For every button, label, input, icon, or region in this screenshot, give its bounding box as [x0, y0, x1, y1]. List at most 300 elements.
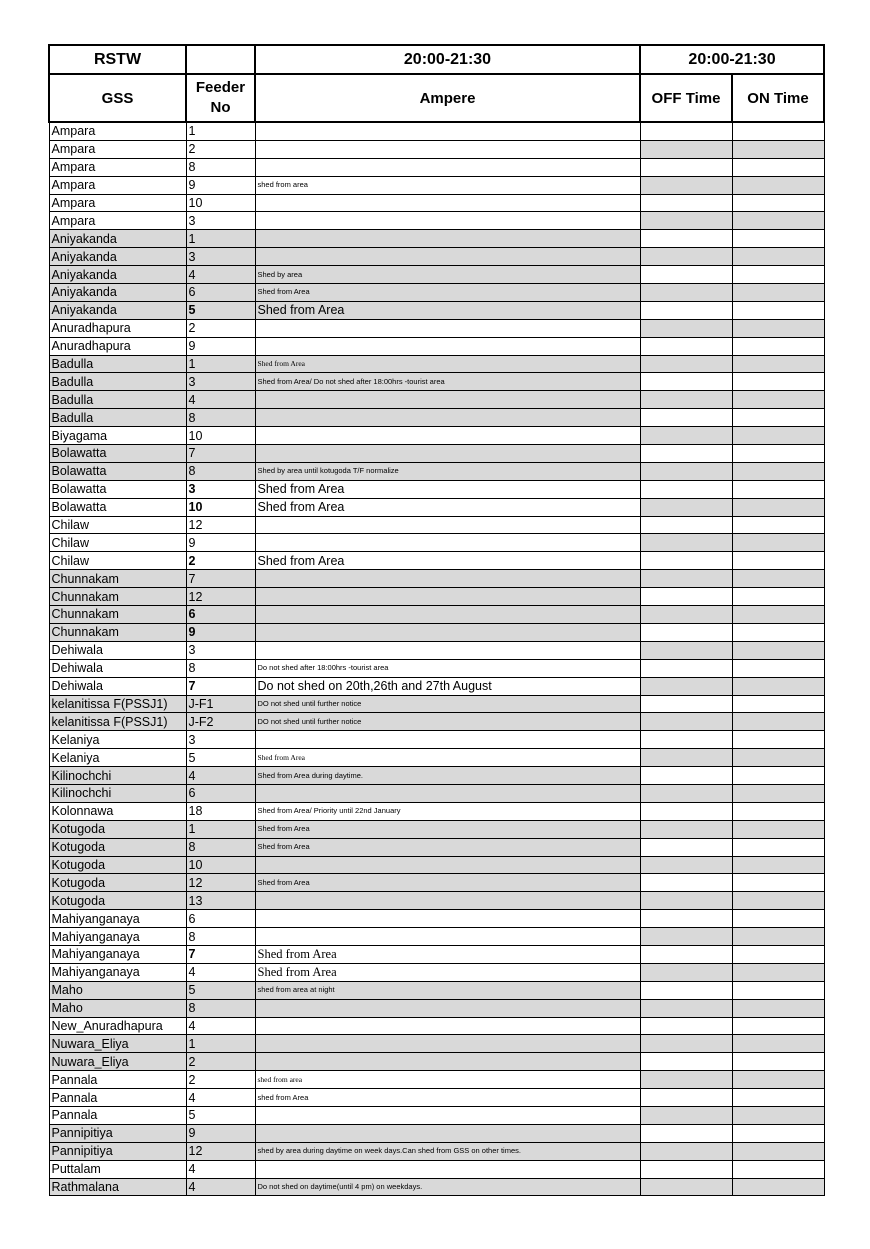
on-time-cell — [732, 301, 824, 319]
table-row — [49, 784, 824, 802]
gss-cell: Pannala — [49, 1106, 186, 1124]
off-time-cell — [640, 140, 732, 158]
on-time-cell — [732, 767, 824, 785]
table-row — [49, 552, 824, 570]
off-time-cell — [640, 230, 732, 248]
ampere-note-cell: DO not shed until further notice — [255, 713, 640, 731]
ampere-note-cell — [255, 623, 640, 641]
on-time-cell — [732, 713, 824, 731]
off-time-cell — [640, 892, 732, 910]
gss-cell: Pannala — [49, 1089, 186, 1107]
ampere-note-cell — [255, 1106, 640, 1124]
ampere-note-cell — [255, 892, 640, 910]
on-time-cell — [732, 856, 824, 874]
table-row — [49, 230, 824, 248]
ampere-note-cell: Do not shed on daytime(until 4 pm) on weekdays. — [255, 1178, 640, 1196]
feeder-cell: 4 — [186, 1160, 255, 1178]
gss-cell: Nuwara_Eliya — [49, 1035, 186, 1053]
gss-cell: kelanitissa F(PSSJ1) — [49, 695, 186, 713]
feeder-cell: 7 — [186, 945, 255, 963]
gss-cell: Aniyakanda — [49, 248, 186, 266]
ampere-note-cell — [255, 409, 640, 427]
gss-cell: Ampara — [49, 158, 186, 176]
table-row — [49, 248, 824, 266]
feeder-cell: 2 — [186, 319, 255, 337]
table-row — [49, 749, 824, 767]
ampere-note-cell: Shed from Area — [255, 301, 640, 319]
on-time-cell — [732, 1124, 824, 1142]
off-time-cell — [640, 588, 732, 606]
off-time-cell — [640, 516, 732, 534]
gss-cell: Aniyakanda — [49, 301, 186, 319]
ampere-header: Ampere — [255, 74, 640, 122]
gss-cell: Kotugoda — [49, 820, 186, 838]
on-time-cell — [732, 1142, 824, 1160]
off-time-cell — [640, 784, 732, 802]
ampere-note-cell — [255, 534, 640, 552]
feeder-cell: 3 — [186, 248, 255, 266]
ampere-note-cell: shed from area — [255, 1071, 640, 1089]
gss-cell: Maho — [49, 981, 186, 999]
ampere-note-cell: Shed from Area/ Do not shed after 18:00hrs -tourist area — [255, 373, 640, 391]
table-row — [49, 945, 824, 963]
on-time-cell — [732, 1106, 824, 1124]
table-row — [49, 319, 824, 337]
feeder-cell: 4 — [186, 767, 255, 785]
gss-cell: Kelaniya — [49, 749, 186, 767]
feeder-cell: 3 — [186, 212, 255, 230]
table-row — [49, 176, 824, 194]
off-time-cell — [640, 802, 732, 820]
off-time-cell — [640, 498, 732, 516]
ampere-note-cell: Shed from Area during daytime. — [255, 767, 640, 785]
gss-cell: Kilinochchi — [49, 767, 186, 785]
feeder-cell: 9 — [186, 176, 255, 194]
gss-cell: Ampara — [49, 140, 186, 158]
on-time-cell — [732, 480, 824, 498]
on-time-cell — [732, 158, 824, 176]
on-time-cell — [732, 928, 824, 946]
feeder-cell: 5 — [186, 749, 255, 767]
gss-cell: New_Anuradhapura — [49, 1017, 186, 1035]
table-row — [49, 588, 824, 606]
on-time-cell — [732, 355, 824, 373]
off-time-cell — [640, 677, 732, 695]
table-row — [49, 266, 824, 284]
off-time-cell — [640, 1124, 732, 1142]
feeder-cell: 3 — [186, 480, 255, 498]
feeder-cell: 2 — [186, 1053, 255, 1071]
off-time-cell — [640, 749, 732, 767]
feeder-cell: 2 — [186, 552, 255, 570]
gss-cell: Anuradhapura — [49, 337, 186, 355]
gss-cell: Aniyakanda — [49, 230, 186, 248]
feeder-cell: 4 — [186, 1178, 255, 1196]
on-time-cell — [732, 945, 824, 963]
feeder-cell: 9 — [186, 337, 255, 355]
off-time-cell — [640, 462, 732, 480]
gss-cell: Pannala — [49, 1071, 186, 1089]
feeder-cell: 2 — [186, 140, 255, 158]
table-row — [49, 928, 824, 946]
off-time-cell — [640, 570, 732, 588]
on-time-cell — [732, 373, 824, 391]
ampere-note-cell: Shed from Area — [255, 552, 640, 570]
feeder-cell: 4 — [186, 266, 255, 284]
gss-cell: Bolawatta — [49, 462, 186, 480]
feeder-cell: 5 — [186, 1106, 255, 1124]
feeder-cell: 1 — [186, 122, 255, 140]
table-row — [49, 534, 824, 552]
ampere-note-cell — [255, 910, 640, 928]
feeder-cell: 1 — [186, 230, 255, 248]
gss-cell: Chunnakam — [49, 623, 186, 641]
on-time-cell — [732, 194, 824, 212]
off-time-cell — [640, 1071, 732, 1089]
gss-cell: Bolawatta — [49, 445, 186, 463]
table-row — [49, 802, 824, 820]
feeder-cell: 8 — [186, 409, 255, 427]
gss-cell: Dehiwala — [49, 659, 186, 677]
on-time-cell — [732, 749, 824, 767]
ampere-note-cell — [255, 445, 640, 463]
table-row — [49, 140, 824, 158]
table-row — [49, 1017, 824, 1035]
table-row — [49, 391, 824, 409]
feeder-cell: 3 — [186, 373, 255, 391]
off-time-cell — [640, 427, 732, 445]
gss-cell: Bolawatta — [49, 480, 186, 498]
on-time-cell — [732, 1017, 824, 1035]
gss-cell: Kolonnawa — [49, 802, 186, 820]
off-time-cell — [640, 284, 732, 302]
off-time-cell — [640, 373, 732, 391]
feeder-cell: 8 — [186, 838, 255, 856]
on-time-cell — [732, 570, 824, 588]
feeder-cell: 12 — [186, 588, 255, 606]
gss-cell: Biyagama — [49, 427, 186, 445]
off-time-cell — [640, 999, 732, 1017]
header-row-columns — [49, 74, 824, 122]
off-time-cell — [640, 122, 732, 140]
table-row — [49, 570, 824, 588]
ampere-note-cell — [255, 928, 640, 946]
on-time-cell — [732, 641, 824, 659]
gss-cell: Rathmalana — [49, 1178, 186, 1196]
off-time-cell — [640, 659, 732, 677]
on-time-cell — [732, 838, 824, 856]
on-time-header: ON Time — [732, 74, 824, 122]
on-time-cell — [732, 534, 824, 552]
feeder-cell: 8 — [186, 928, 255, 946]
feeder-cell: 13 — [186, 892, 255, 910]
on-time-cell — [732, 266, 824, 284]
feeder-cell: 10 — [186, 856, 255, 874]
gss-cell: Ampara — [49, 122, 186, 140]
table-row — [49, 1124, 824, 1142]
gss-cell: kelanitissa F(PSSJ1) — [49, 713, 186, 731]
feeder-cell: 9 — [186, 534, 255, 552]
on-time-cell — [732, 784, 824, 802]
on-time-cell — [732, 999, 824, 1017]
ampere-note-cell: shed from Area — [255, 1089, 640, 1107]
feeder-cell: 12 — [186, 516, 255, 534]
ampere-note-cell — [255, 122, 640, 140]
time-window-header-2: 20:00-21:30 — [640, 45, 824, 74]
on-time-cell — [732, 981, 824, 999]
feeder-cell: 4 — [186, 391, 255, 409]
gss-cell: Puttalam — [49, 1160, 186, 1178]
table-row — [49, 820, 824, 838]
gss-cell: Aniyakanda — [49, 284, 186, 302]
ampere-note-cell: Do not shed on 20th,26th and 27th August — [255, 677, 640, 695]
off-time-cell — [640, 731, 732, 749]
ampere-note-cell — [255, 337, 640, 355]
feeder-cell: 10 — [186, 498, 255, 516]
table-row — [49, 659, 824, 677]
off-time-cell — [640, 838, 732, 856]
rstw-header: RSTW — [49, 45, 186, 74]
on-time-cell — [732, 588, 824, 606]
ampere-note-cell: Shed from Area — [255, 874, 640, 892]
table-row — [49, 122, 824, 140]
table-row — [49, 981, 824, 999]
ampere-note-cell: Shed from Area — [255, 820, 640, 838]
on-time-cell — [732, 1035, 824, 1053]
table-row — [49, 641, 824, 659]
feeder-cell: 4 — [186, 1017, 255, 1035]
ampere-note-cell: Shed from Area — [255, 480, 640, 498]
on-time-cell — [732, 248, 824, 266]
gss-cell: Ampara — [49, 176, 186, 194]
on-time-cell — [732, 427, 824, 445]
feeder-cell: 1 — [186, 355, 255, 373]
off-time-cell — [640, 355, 732, 373]
feeder-cell: 9 — [186, 1124, 255, 1142]
feeder-cell: 7 — [186, 445, 255, 463]
on-time-cell — [732, 1053, 824, 1071]
ampere-note-cell — [255, 856, 640, 874]
table-row — [49, 731, 824, 749]
gss-cell: Badulla — [49, 409, 186, 427]
off-time-cell — [640, 480, 732, 498]
table-row — [49, 194, 824, 212]
off-time-cell — [640, 319, 732, 337]
feeder-cell: 8 — [186, 999, 255, 1017]
off-time-cell — [640, 623, 732, 641]
ampere-note-cell — [255, 570, 640, 588]
gss-cell: Kilinochchi — [49, 784, 186, 802]
table-row — [49, 158, 824, 176]
on-time-cell — [732, 230, 824, 248]
table-row — [49, 1089, 824, 1107]
table-row — [49, 498, 824, 516]
feeder-cell: 8 — [186, 158, 255, 176]
feeder-cell: 5 — [186, 981, 255, 999]
off-time-cell — [640, 301, 732, 319]
feeder-cell: 5 — [186, 301, 255, 319]
table-row — [49, 480, 824, 498]
table-row — [49, 427, 824, 445]
off-time-cell — [640, 266, 732, 284]
off-time-cell — [640, 445, 732, 463]
off-time-cell — [640, 910, 732, 928]
off-time-cell — [640, 820, 732, 838]
off-time-cell — [640, 158, 732, 176]
off-time-cell — [640, 945, 732, 963]
gss-cell: Pannipitiya — [49, 1124, 186, 1142]
ampere-note-cell — [255, 516, 640, 534]
on-time-cell — [732, 874, 824, 892]
off-time-cell — [640, 1053, 732, 1071]
ampere-note-cell: Shed by area until kotugoda T/F normalize — [255, 462, 640, 480]
feeder-cell: 6 — [186, 606, 255, 624]
gss-cell: Chilaw — [49, 534, 186, 552]
off-time-cell — [640, 176, 732, 194]
blank-header — [186, 45, 255, 74]
table-row — [49, 623, 824, 641]
gss-cell: Ampara — [49, 194, 186, 212]
table-row — [49, 1106, 824, 1124]
on-time-cell — [732, 391, 824, 409]
table-row — [49, 516, 824, 534]
ampere-note-cell: Shed from Area — [255, 749, 640, 767]
on-time-cell — [732, 284, 824, 302]
gss-cell: Chunnakam — [49, 588, 186, 606]
ampere-note-cell — [255, 140, 640, 158]
feeder-cell: 9 — [186, 623, 255, 641]
on-time-cell — [732, 140, 824, 158]
gss-cell: Mahiyanganaya — [49, 910, 186, 928]
ampere-note-cell: Shed from Area — [255, 963, 640, 981]
table-row — [49, 212, 824, 230]
table-row — [49, 695, 824, 713]
off-time-cell — [640, 409, 732, 427]
ampere-note-cell — [255, 1160, 640, 1178]
gss-cell: Anuradhapura — [49, 319, 186, 337]
gss-cell: Chilaw — [49, 552, 186, 570]
ampere-note-cell — [255, 999, 640, 1017]
gss-cell: Mahiyanganaya — [49, 928, 186, 946]
feeder-cell: 6 — [186, 284, 255, 302]
gss-cell: Maho — [49, 999, 186, 1017]
off-time-cell — [640, 1017, 732, 1035]
ampere-note-cell: Shed from Area — [255, 838, 640, 856]
table-row — [49, 874, 824, 892]
table-row — [49, 838, 824, 856]
feeder-cell: 3 — [186, 641, 255, 659]
on-time-cell — [732, 1178, 824, 1196]
time-window-header: 20:00-21:30 — [255, 45, 640, 74]
feeder-cell: 8 — [186, 659, 255, 677]
off-time-header: OFF Time — [640, 74, 732, 122]
table-row — [49, 606, 824, 624]
feeder-cell: 12 — [186, 874, 255, 892]
gss-cell: Mahiyanganaya — [49, 945, 186, 963]
on-time-cell — [732, 963, 824, 981]
table-row — [49, 355, 824, 373]
on-time-cell — [732, 892, 824, 910]
gss-cell: Bolawatta — [49, 498, 186, 516]
ampere-note-cell — [255, 606, 640, 624]
feeder-cell: 10 — [186, 194, 255, 212]
on-time-cell — [732, 910, 824, 928]
gss-cell: Kotugoda — [49, 856, 186, 874]
feeder-cell: 18 — [186, 802, 255, 820]
ampere-note-cell — [255, 427, 640, 445]
on-time-cell — [732, 122, 824, 140]
gss-cell: Badulla — [49, 373, 186, 391]
load-shedding-table — [48, 44, 825, 1196]
feeder-cell: 6 — [186, 910, 255, 928]
off-time-cell — [640, 963, 732, 981]
gss-cell: Pannipitiya — [49, 1142, 186, 1160]
table-row — [49, 1178, 824, 1196]
on-time-cell — [732, 337, 824, 355]
table-row — [49, 892, 824, 910]
ampere-note-cell — [255, 784, 640, 802]
off-time-cell — [640, 1142, 732, 1160]
table-row — [49, 1035, 824, 1053]
feeder-cell: 6 — [186, 784, 255, 802]
on-time-cell — [732, 498, 824, 516]
ampere-note-cell: Shed from Area — [255, 284, 640, 302]
gss-cell: Aniyakanda — [49, 266, 186, 284]
feeder-header: Feeder No — [186, 74, 255, 122]
off-time-cell — [640, 641, 732, 659]
ampere-note-cell: DO not shed until further notice — [255, 695, 640, 713]
table-row — [49, 713, 824, 731]
gss-cell: Kotugoda — [49, 838, 186, 856]
ampere-note-cell: Do not shed after 18:00hrs -tourist area — [255, 659, 640, 677]
ampere-note-cell — [255, 1053, 640, 1071]
gss-header: GSS — [49, 74, 186, 122]
ampere-note-cell — [255, 230, 640, 248]
off-time-cell — [640, 874, 732, 892]
on-time-cell — [732, 176, 824, 194]
on-time-cell — [732, 731, 824, 749]
off-time-cell — [640, 534, 732, 552]
feeder-cell: J-F2 — [186, 713, 255, 731]
gss-cell: Nuwara_Eliya — [49, 1053, 186, 1071]
off-time-cell — [640, 337, 732, 355]
off-time-cell — [640, 1089, 732, 1107]
off-time-cell — [640, 1160, 732, 1178]
ampere-note-cell — [255, 641, 640, 659]
ampere-note-cell: shed by area during daytime on week days.Can shed from GSS on other times. — [255, 1142, 640, 1160]
feeder-cell: 4 — [186, 963, 255, 981]
on-time-cell — [732, 606, 824, 624]
off-time-cell — [640, 695, 732, 713]
gss-cell: Chunnakam — [49, 570, 186, 588]
on-time-cell — [732, 409, 824, 427]
table-row — [49, 1071, 824, 1089]
off-time-cell — [640, 856, 732, 874]
ampere-note-cell: shed from area at night — [255, 981, 640, 999]
table-row — [49, 677, 824, 695]
ampere-note-cell — [255, 158, 640, 176]
on-time-cell — [732, 802, 824, 820]
table-row — [49, 767, 824, 785]
feeder-cell: 2 — [186, 1071, 255, 1089]
table-row — [49, 409, 824, 427]
feeder-cell: 3 — [186, 731, 255, 749]
feeder-cell: 10 — [186, 427, 255, 445]
table-row — [49, 1053, 824, 1071]
off-time-cell — [640, 1035, 732, 1053]
on-time-cell — [732, 695, 824, 713]
gss-cell: Kelaniya — [49, 731, 186, 749]
